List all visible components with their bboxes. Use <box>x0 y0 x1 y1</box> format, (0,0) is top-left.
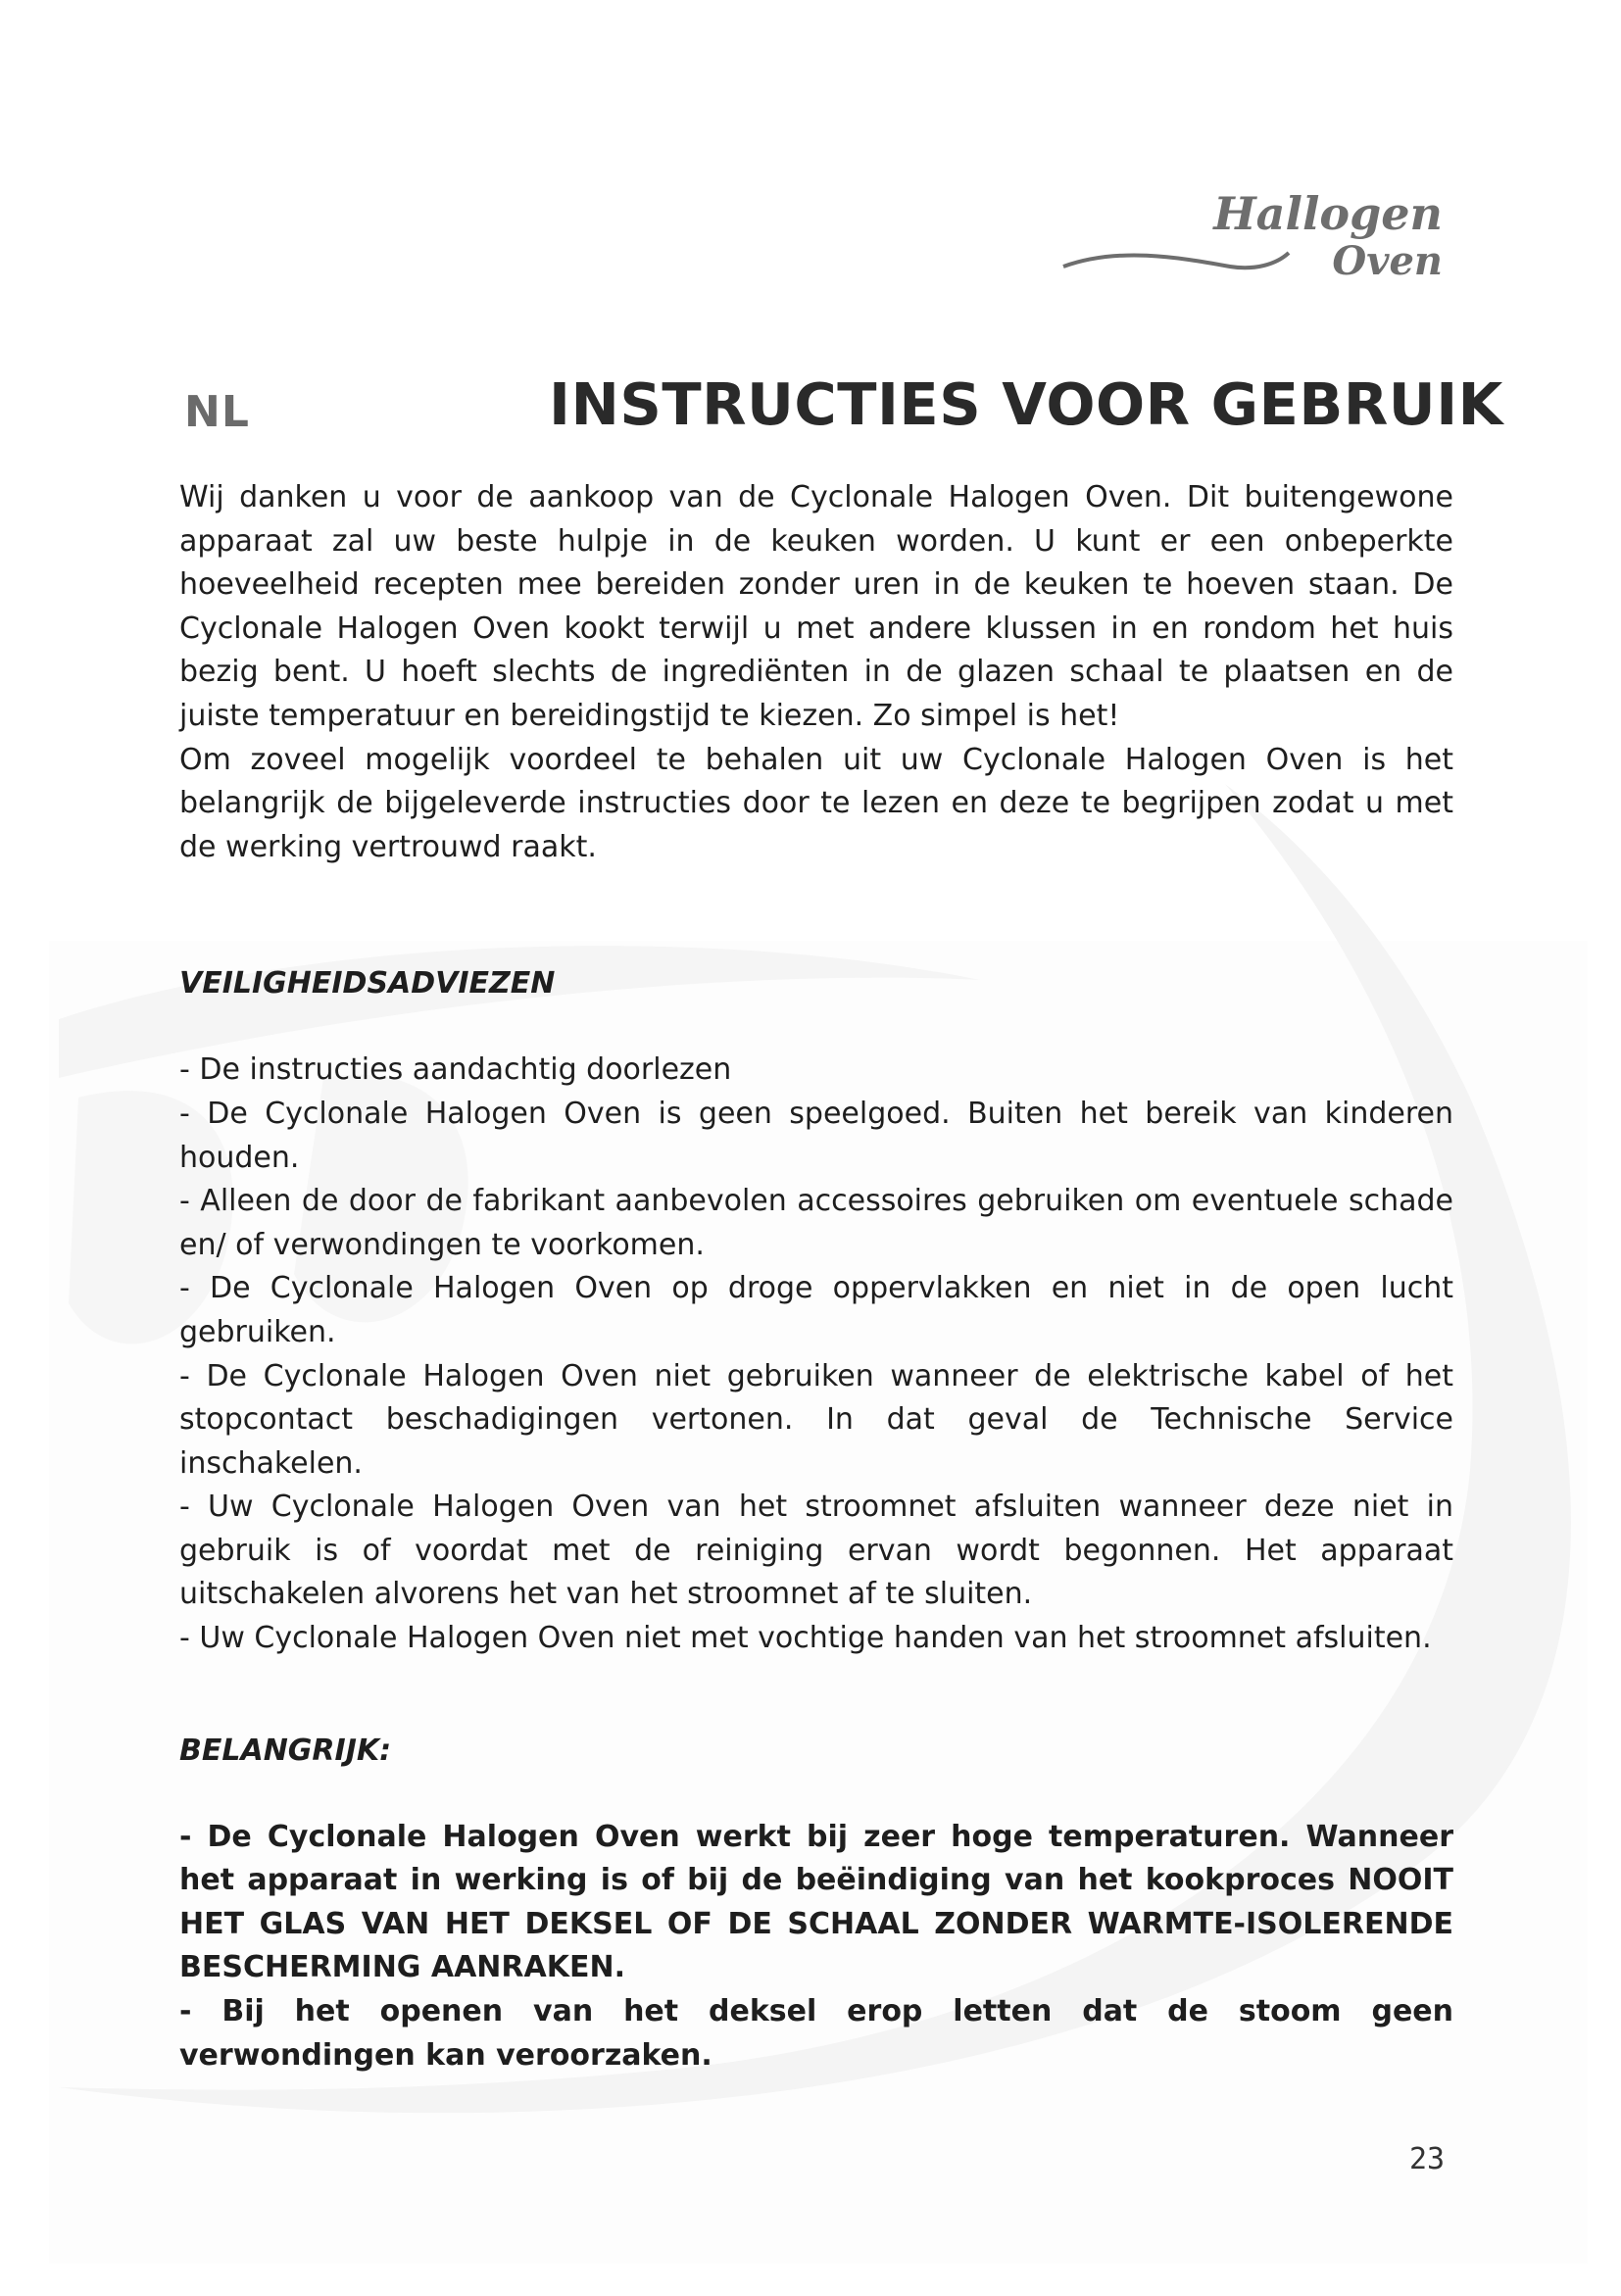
safety-heading: VEILIGHEIDSADVIEZEN <box>179 966 556 1001</box>
brand-logo-swoosh <box>1063 253 1289 268</box>
page-number: 23 <box>1409 2142 1446 2176</box>
important-item: - Bij het openen van het deksel erop letten dat de stoom geen verwondingen kan veroorzaken. <box>179 1994 1453 2073</box>
safety-item: - De Cyclonale Halogen Oven is geen speelgoed. Buiten het bereik van kinderen houden. <box>179 1096 1453 1175</box>
safety-item: - De Cyclonale Halogen Oven op droge oppervlakken en niet in de open lucht gebruiken. <box>179 1271 1453 1349</box>
safety-item: - Alleen de door de fabrikant aanbevolen accessoires gebruiken om eventuele schade en/ of verwondingen te voorkomen. <box>179 1184 1453 1262</box>
safety-item: - Uw Cyclonale Halogen Oven van het stroomnet afsluiten wanneer deze niet in gebruik is of voordat met de reiniging ervan wordt begonnen. Het apparaat uitschakelen alvorens het van het stroomnet af te sluiten. <box>179 1490 1453 1612</box>
important-section <box>179 1730 1453 2078</box>
safety-item: - De instructies aandachtig doorlezen <box>179 1052 732 1088</box>
important-list <box>179 1816 1453 2078</box>
safety-section <box>179 962 1453 1660</box>
important-item: - De Cyclonale Halogen Oven werkt bij zeer hoge temperaturen. Wanneer het apparaat in werking is of bij de beëindiging van het kookproces NOOIT HET GLAS VAN HET DEKSEL OF DE SCHAAL ZONDER WARMTE-ISOLERENDE BESCHERMING AANRAKEN. <box>179 1819 1453 1985</box>
important-heading: BELANGRIJK: <box>179 1733 392 1768</box>
safety-item: - Uw Cyclonale Halogen Oven niet met vochtige handen van het stroomnet afsluiten. <box>179 1621 1432 1656</box>
safety-list <box>179 1049 1453 1660</box>
intro-paragraph: Wij danken u voor de aankoop van de Cyclonale Halogen Oven. Dit buitengewone apparaat zal uw beste hulpje in de keuken worden. U kunt er een onbeperkte hoeveelheid recepten mee bereiden zonder uren in de keuken te hoeven staan. De Cyclonale Halogen Oven kookt terwijl u met andere klussen in en rondom het huis bezig bent. U hoeft slechts de ingrediënten in de glazen schaal te plaatsen en de juiste temperatuur en bereidingstijd te kiezen. Zo simpel is het! <box>179 480 1453 733</box>
document-body <box>179 476 1453 2077</box>
intro-section <box>179 476 1453 869</box>
brand-logo-line1: Hallogen <box>1213 187 1443 240</box>
safety-item: - De Cyclonale Halogen Oven niet gebruiken wanneer de elektrische kabel of het stopcontact beschadigingen vertonen. In dat geval de Technische Service inschakelen. <box>179 1358 1453 1481</box>
page-title: INSTRUCTIES VOOR GEBRUIK <box>549 370 1503 438</box>
language-code: NL <box>184 387 250 437</box>
brand-logo-line2: Oven <box>1332 238 1443 284</box>
intro-paragraph: Om zoveel mogelijk voordeel te behalen uit uw Cyclonale Halogen Oven is het belangrijk de bijgeleverde instructies door te lezen en deze te begrijpen zodat u met de werking vertrouwd raakt. <box>179 742 1453 864</box>
brand-logo <box>1058 186 1450 284</box>
